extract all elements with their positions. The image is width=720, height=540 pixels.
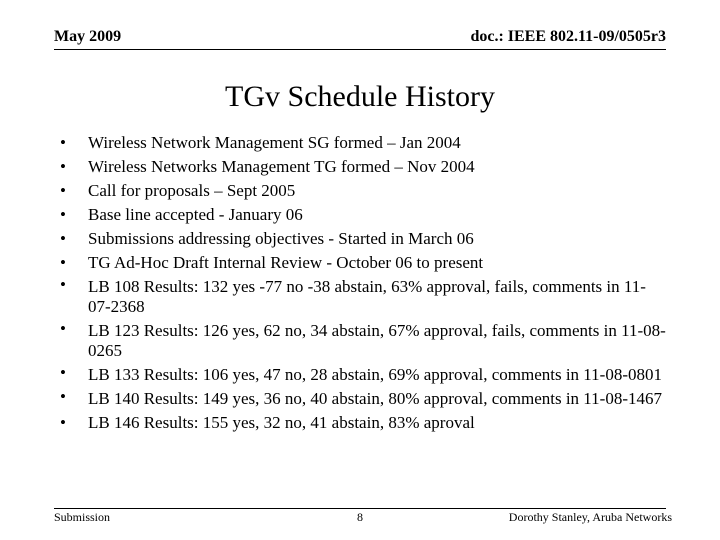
bullet-item [56,411,666,435]
bullet-marker: • [60,229,66,248]
bullet-item [56,319,666,363]
bullet-list [56,131,666,435]
bullet-text: LB 123 Results: 126 yes, 62 no, 34 abstain, 67% approval, fails, comments in 11-08-0265 [88,321,666,360]
bullet-marker: • [60,319,66,338]
bullet-text: Wireless Network Management SG formed – Jan 2004 [88,133,461,152]
bullet-item [56,155,666,179]
bullet-marker: • [60,387,66,406]
bullet-text: TG Ad-Hoc Draft Internal Review - October 06 to present [88,253,484,272]
bullet-text: Base line accepted - January 06 [88,205,303,224]
footer-author: Dorothy Stanley, Aruba Networks [508,510,672,524]
header-doc-id: doc.: IEEE 802.11-09/0505r3 [470,28,666,45]
page-number: 8 [357,510,363,524]
bullet-text: LB 146 Results: 155 yes, 32 no, 41 abstain, 83% aproval [88,413,475,432]
bullet-item [56,203,666,227]
footer-divider [54,508,666,509]
bullet-marker: • [60,363,66,382]
slide-title: TGv Schedule History [225,80,495,113]
bullet-text: Wireless Networks Management TG formed – Nov 2004 [88,157,475,176]
bullet-marker: • [60,157,66,176]
bullet-item [56,227,666,251]
bullet-item [56,363,666,387]
bullet-marker: • [60,205,66,224]
bullet-marker: • [60,253,66,272]
bullet-item [56,179,666,203]
footer-submission: Submission [54,510,111,524]
bullet-marker: • [60,133,66,152]
header-date: May 2009 [54,28,122,45]
bullet-item [56,251,666,275]
bullet-text: LB 140 Results: 149 yes, 36 no, 40 abstain, 80% approval, comments in 11-08-1467 [88,389,662,408]
bullet-text: Submissions addressing objectives - Started in March 06 [88,229,474,248]
header-divider [54,49,666,50]
bullet-item [56,131,666,155]
bullet-item [56,275,666,319]
bullet-text: LB 108 Results: 132 yes -77 no -38 abstain, 63% approval, fails, comments in 11-07-2368 [88,277,646,316]
slide-header [54,28,666,50]
bullet-marker: • [60,413,66,432]
bullet-text: LB 133 Results: 106 yes, 47 no, 28 abstain, 69% approval, comments in 11-08-0801 [88,365,662,384]
bullet-marker: • [60,275,66,294]
bullet-item [56,387,666,411]
bullet-text: Call for proposals – Sept 2005 [88,181,296,200]
bullet-marker: • [60,181,66,200]
